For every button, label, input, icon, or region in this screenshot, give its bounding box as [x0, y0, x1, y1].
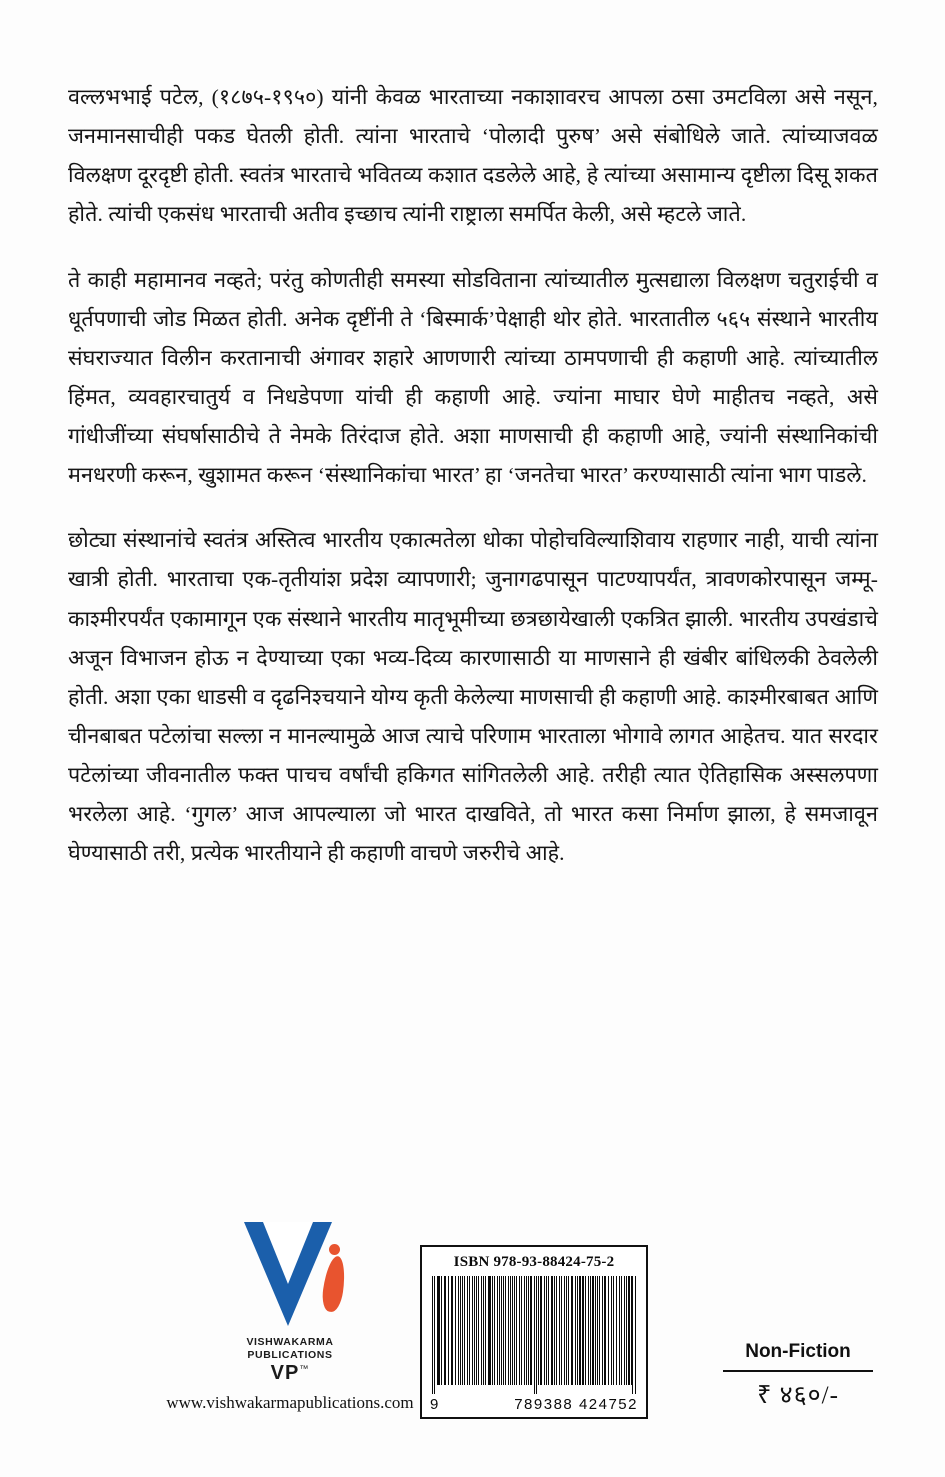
barcode-digits — [428, 1394, 640, 1413]
publisher-abbr-text: VP — [270, 1362, 300, 1384]
barcode-digit-left: 9 — [430, 1396, 440, 1413]
category-label: Non-Fiction — [745, 1341, 851, 1362]
vishwakarma-v-logo-icon — [230, 1222, 350, 1334]
publisher-website: www.vishwakarmapublications.com — [166, 1393, 414, 1412]
publisher-name-line1: VISHWAKARMA — [246, 1335, 334, 1348]
publisher-abbreviation — [160, 1362, 420, 1385]
barcode-digit-right: 789388 424752 — [514, 1396, 638, 1413]
trademark-symbol: ™ — [299, 1363, 310, 1374]
blurb-text-block — [68, 78, 878, 873]
cover-footer — [0, 1189, 945, 1419]
isbn-label: ISBN 978-93-88424-75-2 — [453, 1254, 615, 1270]
barcode-bars — [428, 1276, 640, 1394]
blurb-paragraph-3: छोट्या संस्थानांचे स्वतंत्र अस्तित्व भारतीय एकात्मतेला धोका पोहोचविल्याशिवाय राहणार नाही, याची त्यांना खात्री होती. भारताचा एक-तृतीयांश प्रदेश व्यापणारी; जुनागढपासून पाटण्यापर्यंत, त्रावणकोरपासून जम्मू-काश्मीरपर्यंत एकामागून एक संस्थाने भारतीय मातृभूमीच्या छत्रछायेखाली एकत्रित झाली. भारतीय उपखंडाचे अजून विभाजन होऊ न देण्याच्या एका भव्य-दिव्य कारणासाठी या माणसाने ही खंबीर बांधिलकी ठेवलेली होती. अशा एका धाडसी व दृढनिश्चयाने योग्य कृती केलेल्या माणसाची ही कहाणी आहे. काश्मीरबाबत आणि चीनबाबत पटेलांचा सल्ला न मानल्यामुळे आज त्याचे परिणाम भारताला भोगावे लागत आहेतच. यात सरदार पटेलांच्या जीवनातील फक्त पाचच वर्षांची हकिगत सांगितलेली आहे. तरीही त्यात ऐतिहासिक अस्सलपणा भरलेला आहे. ‘गुगल’ आज आपल्याला जो भारत दाखविते, तो भारत कसा निर्माण झाला, हे समजावून घेण्यासाठी तरी, प्रत्येक भारतीयाने ही कहाणी वाचणे जरुरीचे आहे. — [68, 528, 878, 866]
price-value: ₹ ४६०/- — [757, 1382, 839, 1409]
publisher-block — [160, 1222, 420, 1413]
publisher-name-line2: PUBLICATIONS — [247, 1348, 333, 1361]
category-price-block — [723, 1341, 873, 1411]
blurb-paragraph-1: वल्लभभाई पटेल, (१८७५-१९५०) यांनी केवळ भारताच्या नकाशावरच आपला ठसा उमटविला असे नसून, जनमानसाचीही पकड घेतली होती. त्यांना भारताचे ‘पोलादी पुरुष’ असे संबोधिले जाते. त्यांच्याजवळ विलक्षण दूरदृष्टी होती. स्वतंत्र भारताचे भवितव्य कशात दडलेले आहे, हे त्यांच्या असामान्य दृष्टीला दिसू शकत होते. त्यांची एकसंध भारताची अतीव इच्छाच त्यांनी राष्ट्राला समर्पित केली, असे म्हटले जाते. — [68, 85, 878, 227]
barcode-block — [420, 1245, 648, 1419]
blurb-paragraph-2: ते काही महामानव नव्हते; परंतु कोणतीही समस्या सोडविताना त्यांच्यातील मुत्सद्याला विलक्षण चतुराईची व धूर्तपणाची जोड मिळत होती. अनेक दृष्टींनी ते ‘बिस्मार्क’पेक्षाही थोर होते. भारतातील ५६५ संस्थाने भारतीय संघराज्यात विलीन करतानाची अंगावर शहारे आणणारी त्यांच्या ठामपणाची ही कहाणी आहे. त्यांच्यातील हिंमत, व्यवहारचातुर्य व निधडेपणा यांची ही कहाणी आहे. ज्यांना माघार घेणे माहीतच नव्हते, असे गांधीजींच्या संघर्षासाठीचे ते नेमके तिरंदाज होते. अशा माणसाची ही कहाणी आहे, ज्यांनी संस्थानिकांची मनधरणी करून, खुशामत करून ‘संस्थानिकांचा भारत’ हा ‘जनतेचा भारत’ करण्यासाठी त्यांना भाग पाडले. — [68, 267, 878, 488]
